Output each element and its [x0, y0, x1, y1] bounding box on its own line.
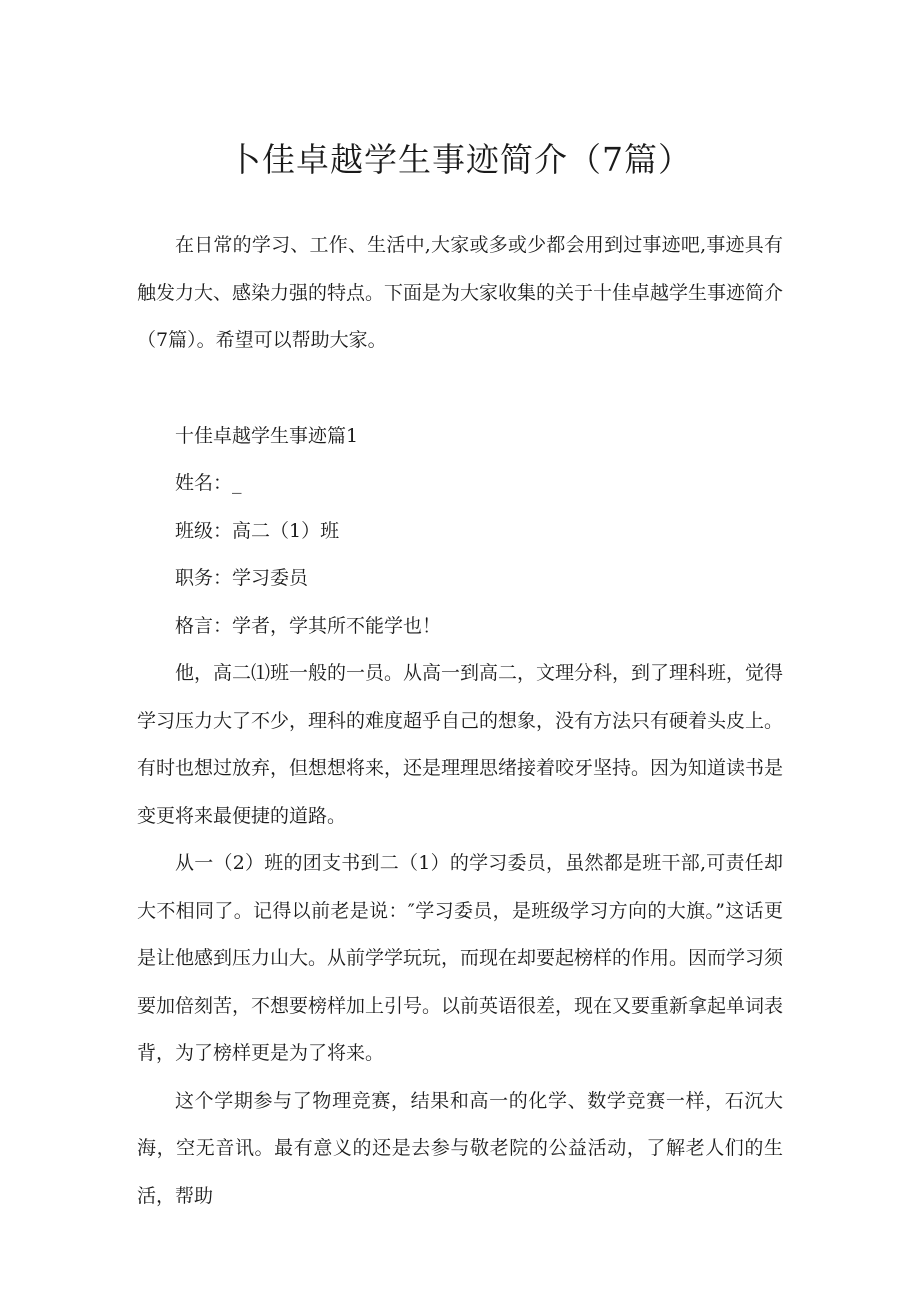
body-paragraph: 这个学期参与了物理竞赛，结果和高一的化学、数学竞赛一样，石沉大海，空无音讯。最有意义的还是去参与敬老院的公益活动，了解老人们的生活，帮助 [137, 1089, 783, 1207]
document-body [137, 222, 783, 1220]
field-name: 姓名：_ [175, 472, 242, 494]
section-heading: 十佳卓越学生事迹篇1 [175, 424, 359, 447]
field-motto: 格言：学者，学其所不能学也！ [175, 614, 442, 637]
intro-paragraph: 在日常的学习、工作、生活中,大家或多或少都会用到过事迹吧,事迹具有触发力大、感染力强的特点。下面是为大家收集的关于十佳卓越学生事迹简介（7篇）。希望可以帮助大家。 [137, 234, 784, 351]
body-paragraph: 他，高二⑴班一般的一员。从高一到高二，文理分科，到了理科班，觉得学习压力大了不少，理科的难度超乎自己的想象，没有方法只有硬着头皮上。有时也想过放弃，但想想将来，还是理理思绪接着咬牙坚持。因为知道读书是变更将来最便捷的道路。 [137, 662, 784, 827]
body-paragraph: 从一（2）班的团支书到二（1）的学习委员，虽然都是班干部,可责任却大不相同了。记得以前老是说：″学习委员，是班级学习方向的大旗。”这话更是让他感到压力山大。从前学学玩玩，而现在却要起榜样的作用。因而学习须要加倍刻苦，不想要榜样加上引号。以前英语很差，现在又要重新拿起单词表背，为了榜样更是为了将来。 [137, 852, 784, 1064]
field-position: 职务：学习委员 [175, 567, 309, 589]
field-class: 班级：高二（1）班 [175, 519, 340, 542]
document-title: 卜佳卓越学生事迹简介（7篇） [228, 140, 692, 179]
